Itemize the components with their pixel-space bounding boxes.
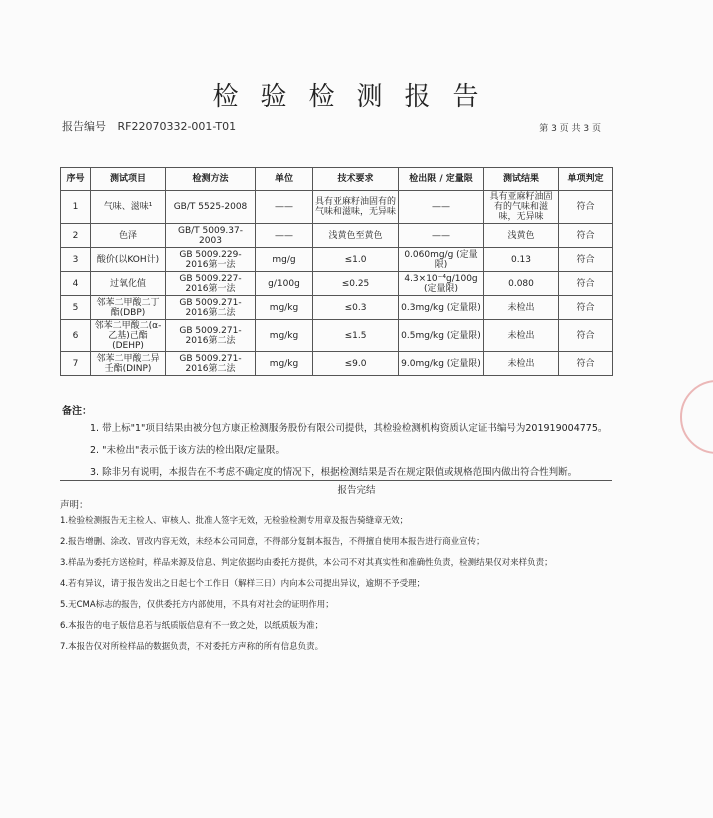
- col-header: 序号: [61, 168, 91, 191]
- table-cell: 邻苯二甲酸二异壬酯(DINP): [91, 352, 166, 376]
- report-number-label: 报告编号: [62, 120, 106, 133]
- table-row: [61, 320, 613, 352]
- table-cell: 色泽: [91, 224, 166, 248]
- table-cell: 0.13: [484, 248, 559, 272]
- note-item: 2. "未检出"表示低于该方法的检出限/定量限。: [90, 445, 286, 456]
- table-cell: GB/T 5009.37-2003: [166, 224, 256, 248]
- table-cell: 邻苯二甲酸二丁酯(DBP): [91, 296, 166, 320]
- table-cell: 邻苯二甲酸二(α-乙基)己酯(DEHP): [91, 320, 166, 352]
- table-cell: 浅黄色至黄色: [313, 224, 399, 248]
- declaration-item: 2.报告增删、涂改、冒改内容无效，未经本公司同意，不得部分复制本报告，不得擅自使用本报告进行商业宣传；: [60, 537, 485, 547]
- table-cell: GB 5009.229-2016第一法: [166, 248, 256, 272]
- table-cell: ——: [399, 191, 484, 224]
- table-row: [61, 224, 613, 248]
- declaration-item: 5.无CMA标志的报告，仅供委托方内部使用，不具有对社会的证明作用；: [60, 600, 334, 610]
- table-cell: 2: [61, 224, 91, 248]
- page-info: 第 3 页 共 3 页: [539, 124, 601, 134]
- table-cell: GB 5009.271-2016第二法: [166, 320, 256, 352]
- col-header: 技术要求: [313, 168, 399, 191]
- table-cell: 具有亚麻籽油固有的气味和滋味，无异味: [313, 191, 399, 224]
- col-header: 测试结果: [484, 168, 559, 191]
- table-cell: GB 5009.227-2016第一法: [166, 272, 256, 296]
- declaration-label: 声明：: [60, 500, 89, 511]
- declaration-item: 7.本报告仅对所检样品的数据负责，不对委托方声称的所有信息负责。: [60, 642, 324, 652]
- table-cell: 5: [61, 296, 91, 320]
- table-cell: 0.3mg/kg (定量限): [399, 296, 484, 320]
- table-cell: 过氧化值: [91, 272, 166, 296]
- table-row: [61, 352, 613, 376]
- table-cell: 4.3×10⁻⁴g/100g (定量限): [399, 272, 484, 296]
- table-cell: 未检出: [484, 296, 559, 320]
- table-cell: ——: [399, 224, 484, 248]
- table-cell: ≤1.5: [313, 320, 399, 352]
- table-cell: ≤0.3: [313, 296, 399, 320]
- col-header: 测试项目: [91, 168, 166, 191]
- table-cell: 0.5mg/kg (定量限): [399, 320, 484, 352]
- table-cell: 符合: [559, 191, 613, 224]
- table-cell: GB/T 5525-2008: [166, 191, 256, 224]
- table-cell: 具有亚麻籽油固有的气味和滋味，无异味: [484, 191, 559, 224]
- table-cell: ≤9.0: [313, 352, 399, 376]
- table-cell: mg/kg: [256, 352, 313, 376]
- table-cell: 符合: [559, 352, 613, 376]
- table-cell: mg/g: [256, 248, 313, 272]
- report-title: 检验检测报告: [212, 82, 501, 112]
- col-header: 检测方法: [166, 168, 256, 191]
- declaration-list: [60, 514, 660, 661]
- seal-stamp-icon: [680, 380, 713, 454]
- table-cell: ≤0.25: [313, 272, 399, 296]
- table-row: [61, 272, 613, 296]
- table-cell: 0.080: [484, 272, 559, 296]
- table-cell: 浅黄色: [484, 224, 559, 248]
- table-cell: GB 5009.271-2016第二法: [166, 352, 256, 376]
- note-item: 1. 带上标"1"项目结果由被分包方康正检测服务股份有限公司提供，其检验检测机构资质认定证书编号为201919004775。: [90, 423, 608, 434]
- table-cell: 1: [61, 191, 91, 224]
- col-header: 检出限 / 定量限: [399, 168, 484, 191]
- declaration-item: 6.本报告的电子版信息若与纸质版信息有不一致之处，以纸质版为准；: [60, 621, 324, 631]
- table-cell: 符合: [559, 320, 613, 352]
- table-cell: 6: [61, 320, 91, 352]
- table-cell: mg/kg: [256, 320, 313, 352]
- table-cell: 0.060mg/g (定量限): [399, 248, 484, 272]
- table-cell: 未检出: [484, 320, 559, 352]
- table-cell: ——: [256, 224, 313, 248]
- declaration-item: 4.若有异议，请于报告发出之日起七个工作日（解样三日）内向本公司提出异议，逾期不予受理；: [60, 579, 426, 589]
- table-cell: 9.0mg/kg (定量限): [399, 352, 484, 376]
- table-row: [61, 248, 613, 272]
- table-cell: g/100g: [256, 272, 313, 296]
- results-table: [60, 167, 613, 376]
- table-cell: GB 5009.271-2016第二法: [166, 296, 256, 320]
- col-header: 单位: [256, 168, 313, 191]
- table-row: [61, 191, 613, 224]
- table-cell: 符合: [559, 248, 613, 272]
- table-row: [61, 296, 613, 320]
- table-cell: 4: [61, 272, 91, 296]
- table-cell: 气味、滋味¹: [91, 191, 166, 224]
- col-header: 单项判定: [559, 168, 613, 191]
- table-cell: 3: [61, 248, 91, 272]
- report-number: [62, 118, 236, 134]
- divider: [60, 480, 612, 481]
- table-cell: 未检出: [484, 352, 559, 376]
- table-cell: 符合: [559, 296, 613, 320]
- notes-label: 备注：: [62, 406, 92, 417]
- table-cell: 酸价(以KOH计): [91, 248, 166, 272]
- report-end-text: 报告完结: [337, 485, 376, 496]
- report-number-value: RF22070332-001-T01: [117, 120, 237, 133]
- table-cell: 7: [61, 352, 91, 376]
- table-cell: mg/kg: [256, 296, 313, 320]
- note-item: 3. 除非另有说明，本报告在不考虑不确定度的情况下，根据检测结果是否在规定限值或规格范围内做出符合性判断。: [90, 467, 578, 478]
- declaration-item: 1.检验检测报告无主检人、审核人、批准人签字无效，无检验检测专用章及报告骑缝章无效；: [60, 516, 409, 526]
- table-cell: ≤1.0: [313, 248, 399, 272]
- table-cell: ——: [256, 191, 313, 224]
- table-cell: 符合: [559, 272, 613, 296]
- declaration-item: 3.样品为委托方送检时，样品来源及信息、判定依据均由委托方提供，本公司不对其真实性和准确性负责，检测结果仅对来样负责；: [60, 558, 553, 568]
- table-header-row: [61, 168, 613, 191]
- notes-list: [90, 420, 630, 486]
- table-cell: 符合: [559, 224, 613, 248]
